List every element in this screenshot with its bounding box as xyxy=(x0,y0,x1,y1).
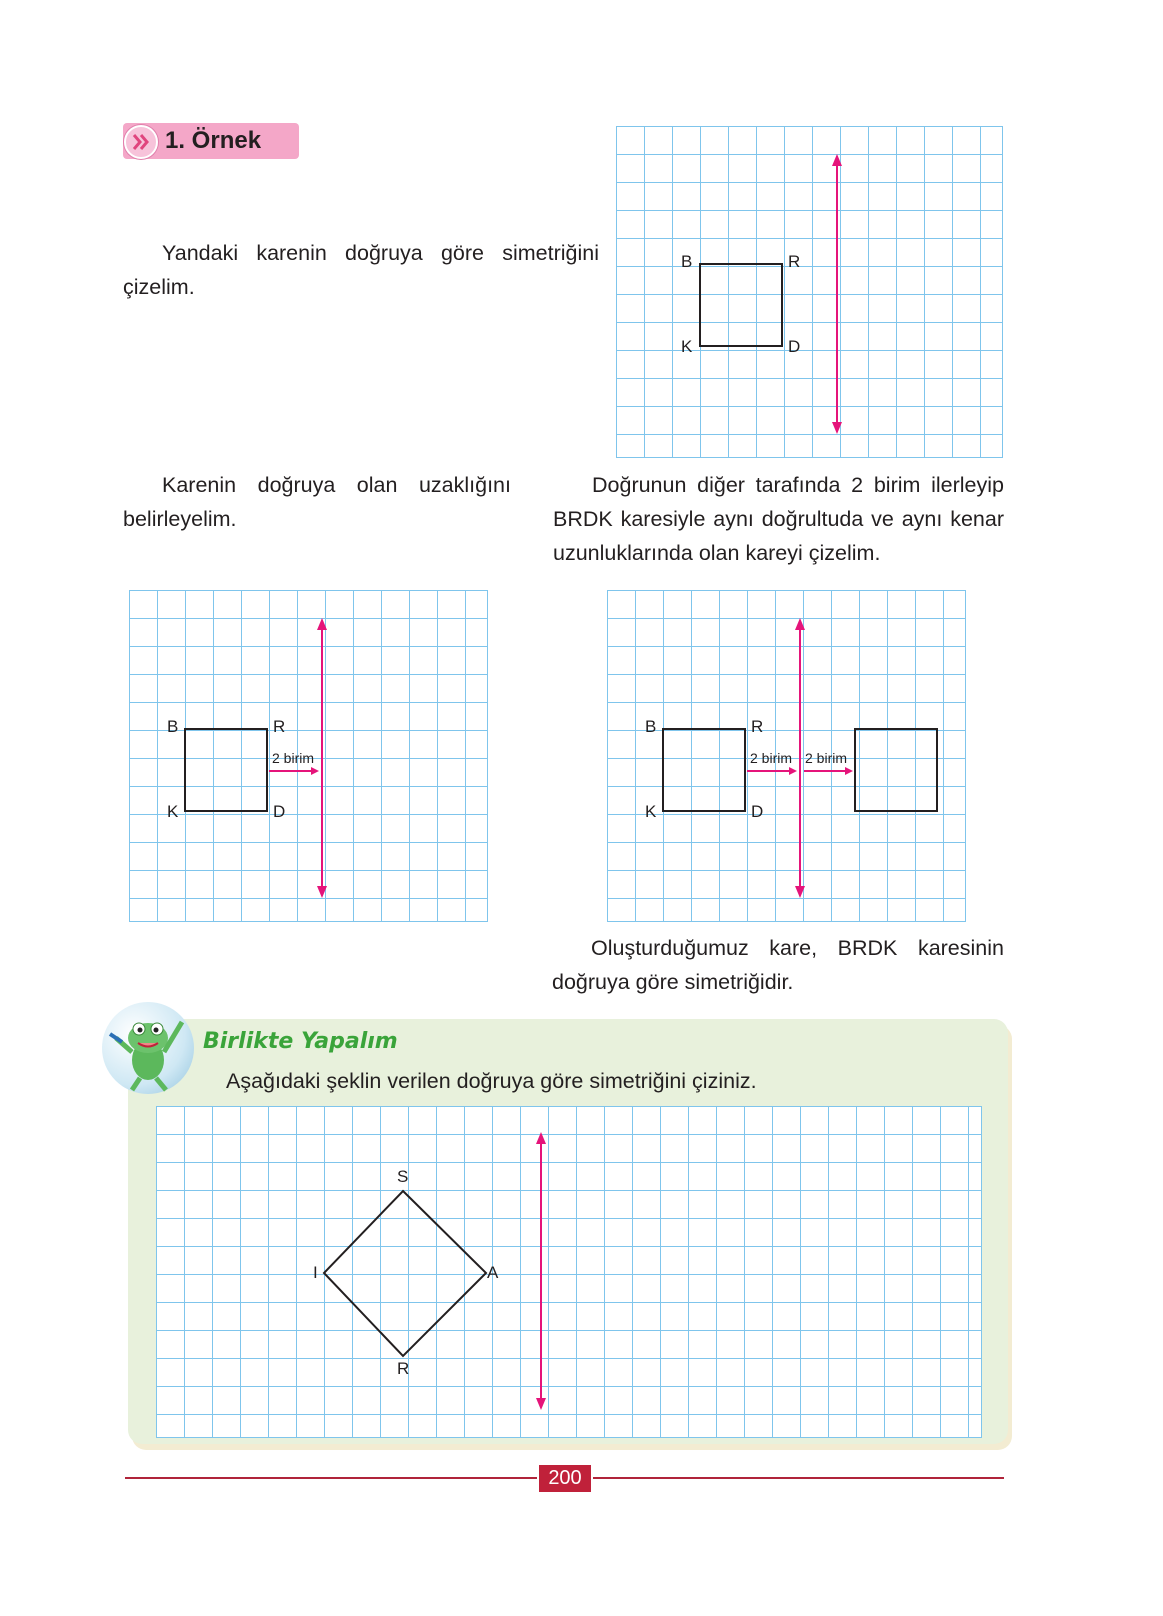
grid-activity[interactable] xyxy=(156,1106,982,1438)
footer-line-left xyxy=(125,1477,537,1479)
grid-distance xyxy=(129,590,488,922)
point-r-label: R xyxy=(751,717,764,736)
axis-arrow-down xyxy=(317,886,327,898)
distance-label-left: 2 birim xyxy=(750,750,793,766)
activity-title: Birlikte Yapalım xyxy=(203,1029,398,1054)
point-d-label: D xyxy=(751,802,764,821)
point-d-label: D xyxy=(273,802,286,821)
point-a-label: A xyxy=(487,1263,499,1282)
point-k-label: K xyxy=(645,802,657,821)
frog-mascot-icon xyxy=(102,1002,194,1094)
square-brdk xyxy=(663,729,745,811)
distance-arrow-head xyxy=(311,767,319,775)
axis-arrow-down xyxy=(832,422,842,434)
point-k-label: K xyxy=(681,337,693,356)
activity-instruction: Aşağıdaki şeklin verilen doğruya göre simetriğini çiziniz. xyxy=(226,1069,757,1093)
distance-label-right: 2 birim xyxy=(805,750,848,766)
square-brdk xyxy=(185,729,267,811)
distance-arrow-left-head xyxy=(789,767,797,775)
step1-text: Karenin doğruya olan uzaklığını belirleyelim. xyxy=(123,473,511,531)
point-b-label: B xyxy=(167,717,179,736)
step2-text: Doğrunun diğer tarafında 2 birim ilerleyip BRDK karesiyle aynı doğrultuda ve aynı kenar uzunluklarında olan kareyi çizelim. xyxy=(553,473,1004,565)
grid-original xyxy=(616,126,1003,458)
distance-label: 2 birim xyxy=(272,750,315,766)
point-r-label: R xyxy=(397,1359,410,1378)
example-header xyxy=(123,123,299,159)
point-i-label: I xyxy=(313,1263,318,1282)
intro-text: Yandaki karenin doğruya göre simetriğini çizelim. xyxy=(123,241,599,299)
page-number: 200 xyxy=(539,1465,591,1492)
axis-arrow-up xyxy=(832,154,842,166)
shape-sair xyxy=(324,1191,486,1356)
square-reflected xyxy=(855,729,937,811)
double-chevron-icon xyxy=(124,125,158,159)
example-title: 1. Örnek xyxy=(165,127,262,154)
axis-arrow-up xyxy=(795,618,805,630)
point-r-label: R xyxy=(273,717,286,736)
distance-arrow-right-head xyxy=(845,767,853,775)
point-s-label: S xyxy=(397,1167,409,1186)
axis-arrow-down xyxy=(536,1398,546,1410)
square-brdk xyxy=(700,264,782,346)
conclusion-text: Oluşturduğumuz kare, BRDK karesinin doğruya göre simetriğidir. xyxy=(552,936,1004,994)
point-k-label: K xyxy=(167,802,179,821)
point-r-label: R xyxy=(788,252,801,271)
point-b-label: B xyxy=(645,717,657,736)
point-d-label: D xyxy=(788,337,801,356)
axis-arrow-down xyxy=(795,886,805,898)
footer-line-right xyxy=(593,1477,1004,1479)
grid-reflection xyxy=(607,590,966,922)
point-b-label: B xyxy=(681,252,693,271)
axis-arrow-up xyxy=(536,1132,546,1144)
axis-arrow-up xyxy=(317,618,327,630)
